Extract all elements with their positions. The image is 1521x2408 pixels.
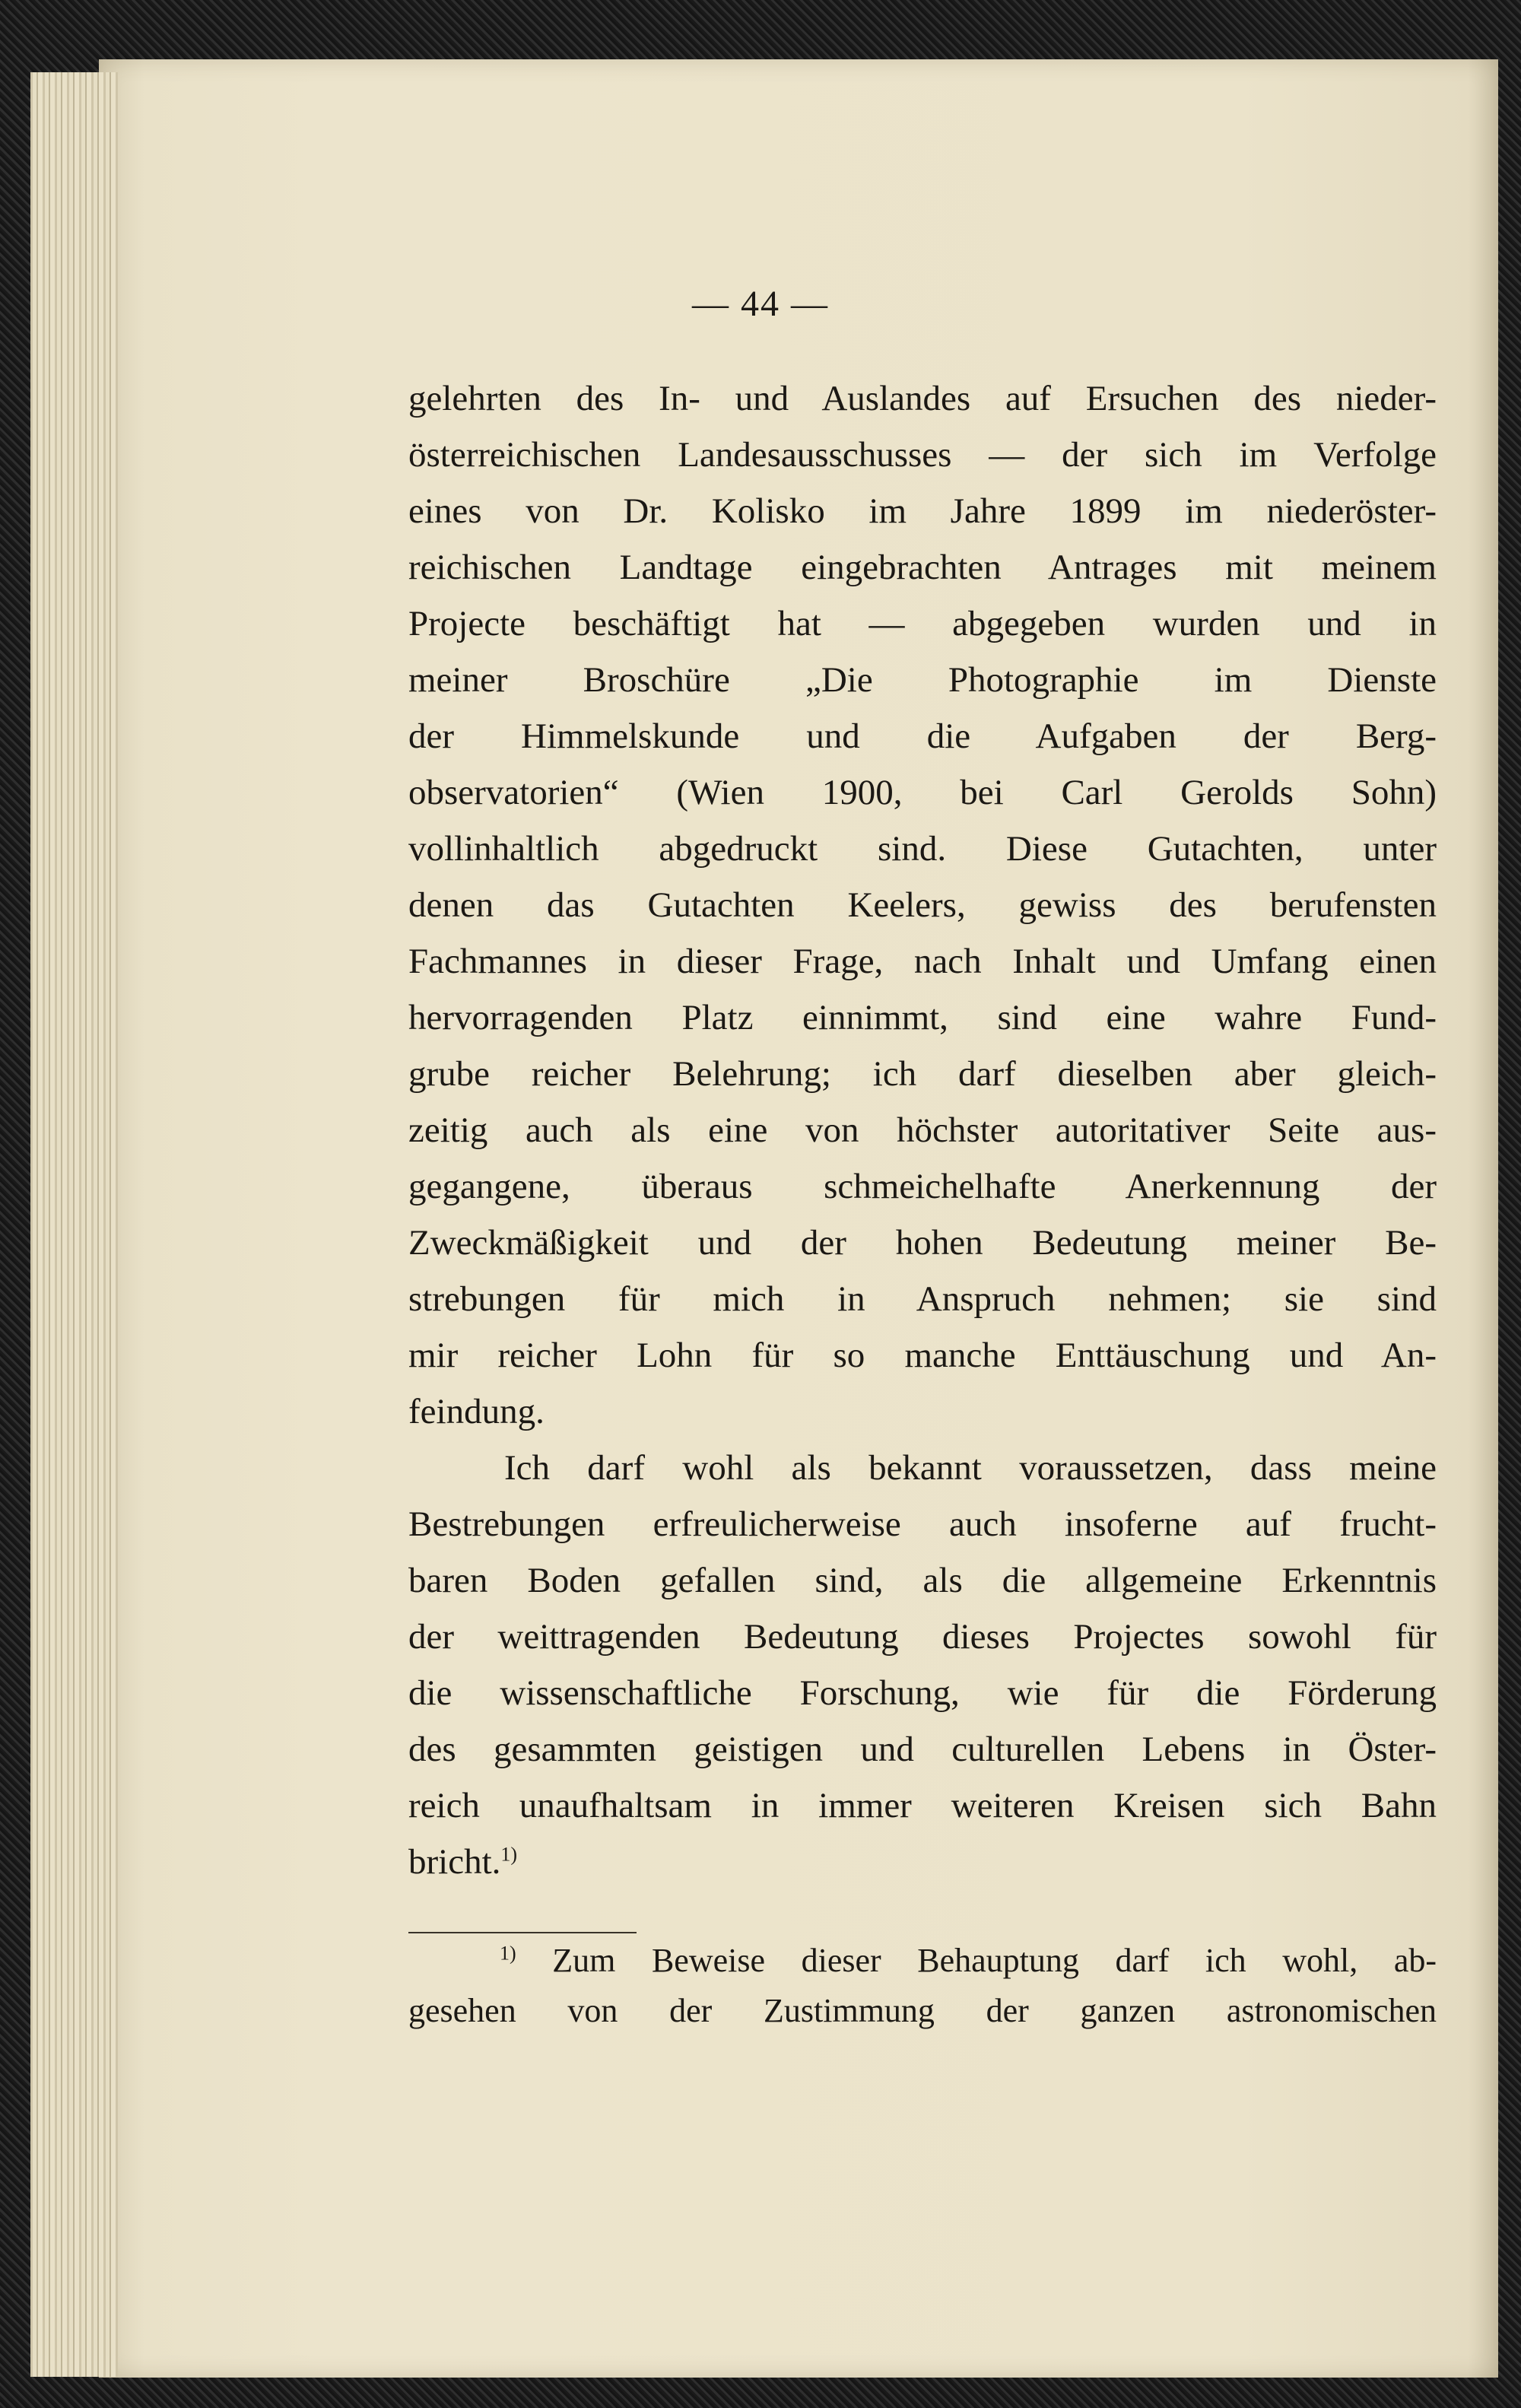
text-line: Fachmannes in dieser Frage, nach Inhalt und Umfang einen <box>408 942 1437 981</box>
text-line-content: bricht. <box>408 1842 501 1882</box>
page-leaves-stack <box>30 72 118 2377</box>
text-line: gelehrten des In- und Auslandes auf Ersuchen des nieder- <box>408 379 1437 418</box>
text-line: feindung. <box>408 1392 545 1431</box>
text-line: reichischen Landtage eingebrachten Antrages mit meinem <box>408 548 1437 587</box>
text-line: die wissenschaftliche Forschung, wie für die Förderung <box>408 1673 1437 1713</box>
text-line: zeitig auch als eine von höchster autoritativer Seite aus- <box>408 1110 1437 1150</box>
footnote-divider <box>408 1932 637 1933</box>
page-number: — 44 — <box>692 284 829 324</box>
text-line: österreichischen Landesausschusses — der sich im Verfolge <box>408 435 1437 475</box>
text-line: baren Boden gefallen sind, als die allgemeine Erkenntnis <box>408 1561 1437 1600</box>
footnote-block <box>408 1936 1437 2036</box>
text-line: grube reicher Belehrung; ich darf dieselben aber gleich- <box>408 1054 1437 1094</box>
body-text <box>408 370 1437 1890</box>
footnote-marker: 1) <box>500 1942 516 1965</box>
text-line: Projecte beschäftigt hat — abgegeben wurden und in <box>408 604 1437 643</box>
text-line: observatorien“ (Wien 1900, bei Carl Gerolds Sohn) <box>408 773 1437 812</box>
text-line: strebungen für mich in Anspruch nehmen; sie sind <box>408 1279 1437 1319</box>
footnote-line: gesehen von der Zustimmung der ganzen astronomischen <box>408 1992 1437 2029</box>
text-line: vollinhaltlich abgedruckt sind. Diese Gutachten, unter <box>408 829 1437 869</box>
text-line-with-footnote-ref <box>408 1834 1437 1890</box>
footnote-line <box>408 1936 1437 1986</box>
text-line: mir reicher Lohn für so manche Enttäuschung und An- <box>408 1336 1437 1375</box>
text-line: Ich darf wohl als bekannt voraussetzen, dass meine <box>504 1448 1437 1488</box>
text-line: reich unaufhaltsam in immer weiteren Kreisen sich Bahn <box>408 1786 1437 1825</box>
text-line: der weittragenden Bedeutung dieses Projectes sowohl für <box>408 1617 1437 1657</box>
text-line: denen das Gutachten Keelers, gewiss des berufensten <box>408 885 1437 925</box>
text-line: gegangene, überaus schmeichelhafte Anerkennung der <box>408 1167 1437 1206</box>
text-line: eines von Dr. Kolisko im Jahre 1899 im niederöster- <box>408 491 1437 531</box>
text-line: Zweckmäßigkeit und der hohen Bedeutung meiner Be- <box>408 1223 1437 1263</box>
text-line: des gesammten geistigen und culturellen Lebens in Öster- <box>408 1730 1437 1769</box>
footnote-reference: 1) <box>500 1843 518 1866</box>
footnote-text: Zum Beweise dieser Behauptung darf ich wohl, ab- <box>552 1942 1437 1979</box>
text-line: meiner Broschüre „Die Photographie im Dienste <box>408 660 1437 700</box>
text-line: der Himmelskunde und die Aufgaben der Berg- <box>408 716 1437 756</box>
text-line: Bestrebungen erfreulicherweise auch insoferne auf frucht- <box>408 1504 1437 1544</box>
text-line: hervorragenden Platz einnimmt, sind eine wahre Fund- <box>408 998 1437 1037</box>
